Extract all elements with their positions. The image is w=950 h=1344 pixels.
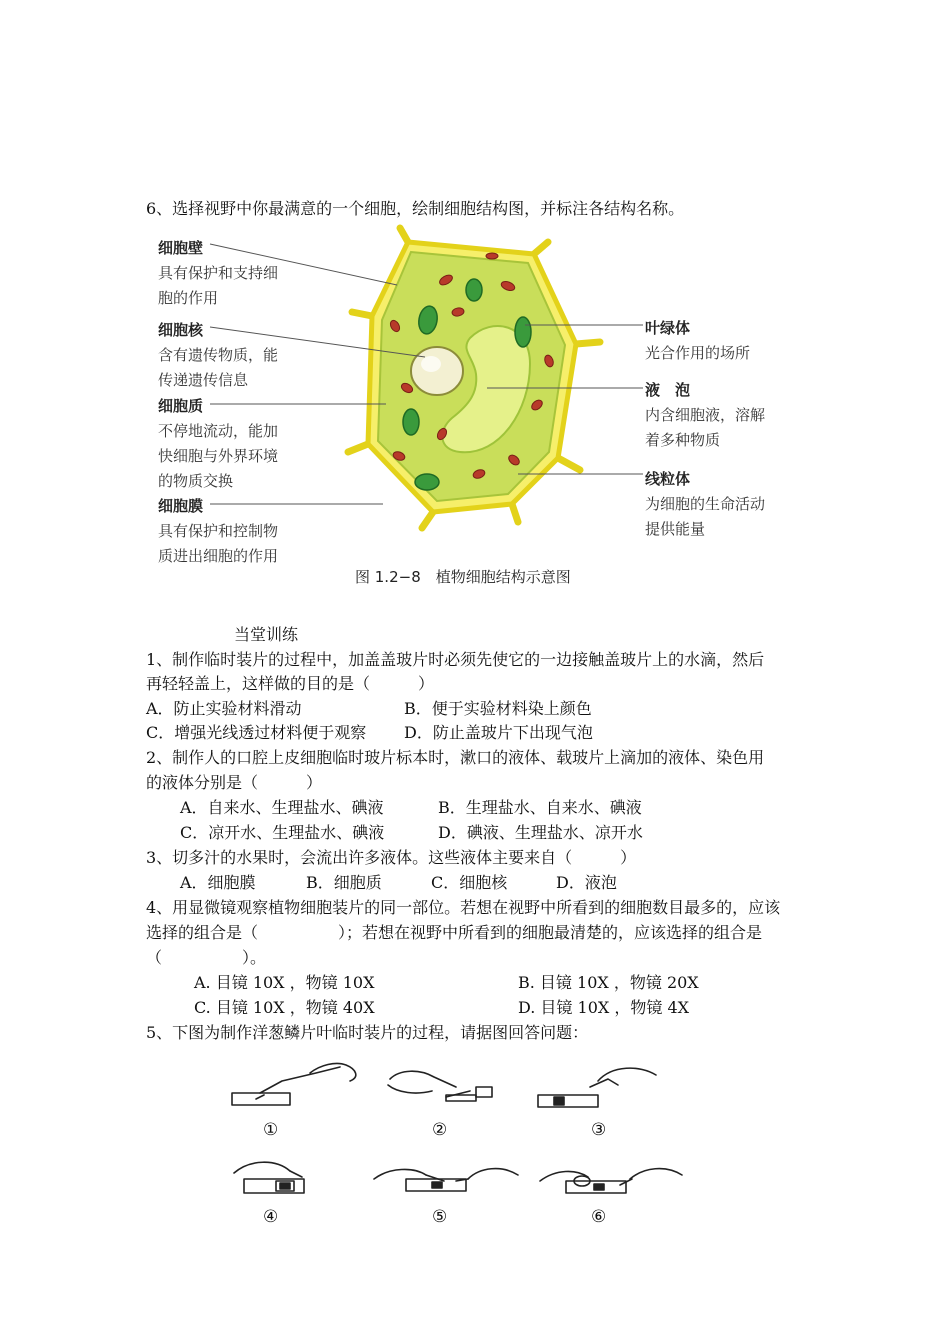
- figure-caption: 图 1.2−8 植物细胞结构示意图: [355, 568, 571, 586]
- section-title: 当堂训练: [234, 625, 299, 644]
- step-1-sketch: [232, 1063, 356, 1105]
- question-2-stem-line2: 的液体分别是（ ）: [146, 773, 323, 792]
- question-4-stem-line3: （ ）。: [146, 948, 267, 967]
- q4-option-a: A. 目镜 10X ，物镜 10X: [194, 973, 375, 992]
- step-label-2: ②: [432, 1120, 448, 1140]
- step-2-sketch: [388, 1071, 492, 1101]
- nucleus-shape: [411, 347, 463, 395]
- step-label-5: ⑤: [432, 1207, 448, 1227]
- q2-option-c: C．凉开水、生理盐水、碘液: [180, 823, 385, 842]
- q2-option-d: D．碘液、生理盐水、凉开水: [438, 823, 643, 842]
- question-1-stem-line2: 再轻轻盖上，这样做的目的是（ ）: [146, 674, 435, 693]
- q2-option-b: B．生理盐水、自来水、碘液: [438, 798, 642, 817]
- step-label-4: ④: [263, 1207, 279, 1227]
- step-6-sketch: [540, 1169, 682, 1193]
- question-4-stem-line1: 4、用显微镜观察植物细胞装片的同一部位。若想在视野中所看到的细胞数目最多的，应该: [146, 898, 781, 917]
- q3-option-a: A．细胞膜: [180, 873, 256, 892]
- step-label-1: ①: [263, 1120, 279, 1140]
- question-4-stem-line2: 选择的组合是（ ）；若想在视野中所看到的细胞最清楚的，应该选择的组合是: [146, 923, 763, 942]
- q1-option-b: B．便于实验材料染上颜色: [404, 699, 592, 718]
- label-nucleus: 细胞核 含有遗传物质，能 传递遗传信息: [158, 321, 279, 389]
- question-5-stem: 5、下图为制作洋葱鳞片叶临时装片的过程，请据图回答问题：: [146, 1023, 589, 1042]
- question-3-stem: 3、切多汁的水果时，会流出许多液体。这些液体主要来自（ ）: [146, 848, 637, 867]
- q4-option-b: B. 目镜 10X ，物镜 20X: [518, 973, 699, 992]
- question-6: 6、选择视野中你最满意的一个细胞，绘制细胞结构图，并标注各结构名称。: [146, 199, 685, 218]
- q4-option-c: C. 目镜 10X ，物镜 40X: [194, 998, 375, 1017]
- procedure-sketches: [220, 1055, 700, 1235]
- step-4-sketch: [234, 1162, 304, 1193]
- step-5-sketch: [374, 1169, 518, 1191]
- question-2-stem-line1: 2、制作人的口腔上皮细胞临时玻片标本时，漱口的液体、载玻片上滴加的液体、染色用: [146, 748, 765, 767]
- step-3-sketch: [538, 1068, 656, 1107]
- label-cell-membrane: 细胞膜 具有保护和控制物 质进出细胞的作用: [158, 497, 279, 565]
- question-1-stem-line1: 1、制作临时装片的过程中，加盖盖玻片时必须先使它的一边接触盖玻片上的水滴，然后: [146, 650, 765, 669]
- label-chloroplast: 叶绿体 光合作用的场所: [645, 319, 751, 362]
- q3-option-b: B．细胞质: [306, 873, 382, 892]
- q2-option-a: A．自来水、生理盐水、碘液: [180, 798, 384, 817]
- label-vacuole: 液 泡 内含细胞液，溶解 着多种物质: [645, 381, 766, 449]
- q3-option-d: D．液泡: [556, 873, 617, 892]
- q3-option-c: C．细胞核: [431, 873, 508, 892]
- label-mitochondria: 线粒体 为细胞的生命活动 提供能量: [645, 470, 766, 538]
- label-cell-wall: 细胞壁 具有保护和支持细 胞的作用: [158, 239, 279, 307]
- step-label-3: ③: [591, 1120, 607, 1140]
- step-label-6: ⑥: [591, 1207, 607, 1227]
- q1-option-d: D．防止盖玻片下出现气泡: [404, 723, 593, 742]
- q4-option-d: D. 目镜 10X ，物镜 4X: [518, 998, 690, 1017]
- cell-diagram: [0, 0, 950, 600]
- q1-option-a: A．防止实验材料滑动: [146, 699, 302, 718]
- q1-option-c: C．增强光线透过材料便于观察: [146, 723, 367, 742]
- label-cytoplasm: 细胞质 不停地流动，能加 快细胞与外界环境 的物质交换: [158, 397, 279, 490]
